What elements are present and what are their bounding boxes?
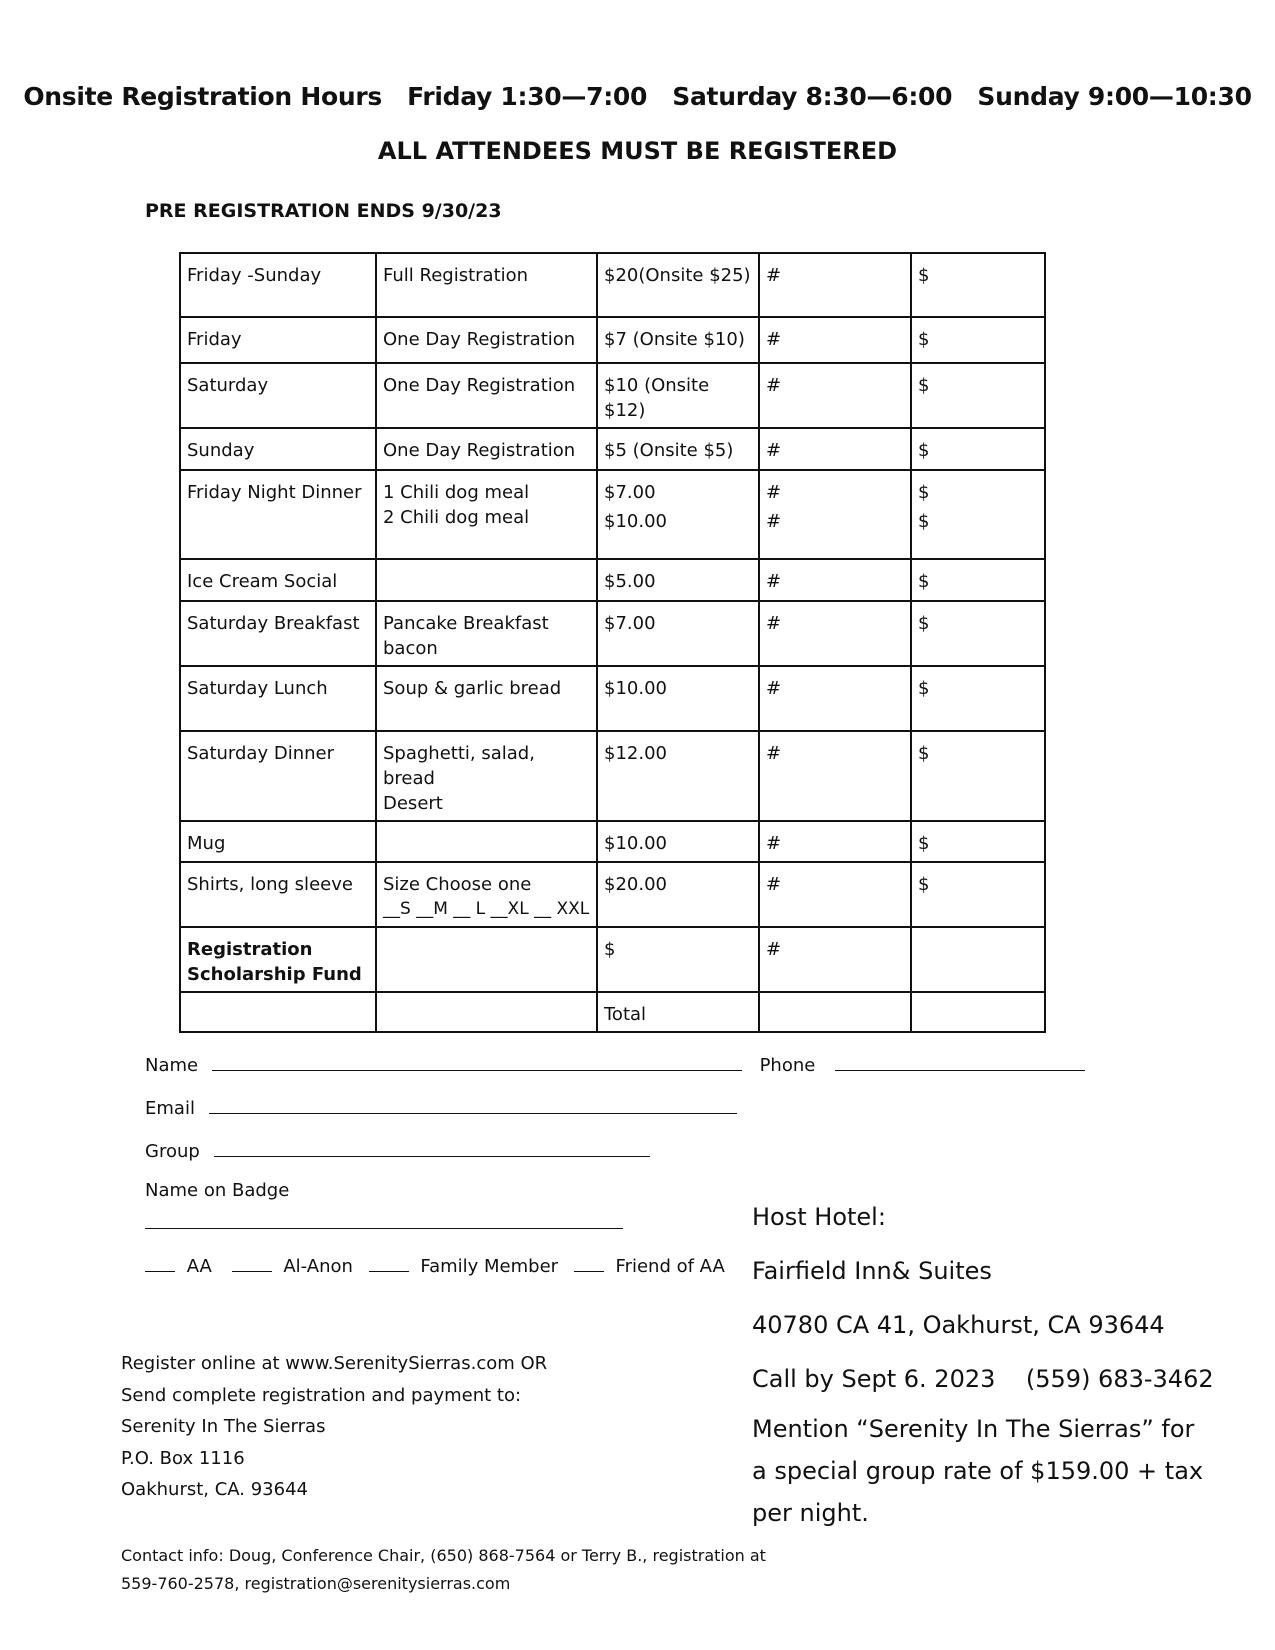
registration-table xyxy=(179,252,1046,1033)
price-cell[interactable]: $ xyxy=(597,927,759,992)
email-label: Email xyxy=(145,1098,195,1119)
registration-hours: Onsite Registration Hours Friday 1:30—7:00 Saturday 8:30—6:00 Sunday 9:00—10:30 xyxy=(23,82,1252,111)
email-row xyxy=(145,1095,737,1119)
mailing-info xyxy=(121,1348,547,1506)
description-cell xyxy=(376,731,597,821)
description-cell: One Day Registration xyxy=(376,428,597,470)
badge-name-field[interactable] xyxy=(145,1228,623,1229)
table-row xyxy=(180,992,1045,1032)
table-row xyxy=(180,559,1045,601)
amount-cell[interactable] xyxy=(911,470,1045,559)
description-cell: Soup & garlic bread xyxy=(376,666,597,731)
table-row xyxy=(180,731,1045,821)
amount-cell[interactable]: $ xyxy=(911,253,1045,317)
send-registration-text: Send complete registration and payment to: xyxy=(121,1384,522,1406)
item-cell: Friday -Sunday xyxy=(180,253,376,317)
price-cell: $20(Onsite $25) xyxy=(597,253,759,317)
shirt-size-options[interactable]: __S __M __ L __XL __ XXL xyxy=(383,899,590,919)
description-cell: Full Registration xyxy=(376,253,597,317)
amount-cell[interactable]: $ xyxy=(911,428,1045,470)
contact-info xyxy=(121,1542,766,1598)
amount-cell[interactable]: $ xyxy=(911,601,1045,666)
quantity-cell[interactable] xyxy=(759,470,911,559)
table-row xyxy=(180,363,1045,428)
price-cell: $5 (Onsite $5) xyxy=(597,428,759,470)
friend-checkbox[interactable] xyxy=(574,1253,604,1272)
group-field[interactable] xyxy=(214,1138,650,1157)
item-cell xyxy=(180,992,376,1032)
price-cell: $7 (Onsite $10) xyxy=(597,317,759,363)
quantity-cell[interactable]: # xyxy=(759,821,911,862)
preregistration-deadline: PRE REGISTRATION ENDS 9/30/23 xyxy=(145,200,502,222)
item-cell: Saturday xyxy=(180,363,376,428)
quantity-cell[interactable]: # xyxy=(759,428,911,470)
description-line: Desert xyxy=(383,793,443,814)
alanon-checkbox[interactable] xyxy=(232,1253,272,1272)
quantity-cell[interactable]: # xyxy=(759,862,911,927)
contact-line: Contact info: Doug, Conference Chair, (650) 868-7564 or Terry B., registration at xyxy=(121,1546,766,1565)
contact-line: 559-760-2578, registration@serenitysierras.com xyxy=(121,1574,511,1593)
description-line: Spaghetti, salad, bread xyxy=(383,743,535,789)
price-line: $10.00 xyxy=(604,511,667,532)
amount-cell[interactable]: $ xyxy=(911,862,1045,927)
item-cell: Saturday Lunch xyxy=(180,666,376,731)
name-row xyxy=(145,1052,1085,1076)
description-line: 1 Chili dog meal xyxy=(383,482,530,503)
amount-cell[interactable]: $ xyxy=(911,821,1045,862)
hotel-address: 40780 CA 41, Oakhurst, CA 93644 xyxy=(752,1311,1165,1339)
description-cell: One Day Registration xyxy=(376,363,597,428)
amount-cell[interactable]: $ xyxy=(911,559,1045,601)
quantity-cell[interactable]: # xyxy=(759,559,911,601)
phone-label: Phone xyxy=(759,1055,816,1076)
mail-city: Oakhurst, CA. 93644 xyxy=(121,1479,308,1500)
badge-label: Name on Badge xyxy=(145,1180,290,1201)
price-cell xyxy=(597,470,759,559)
description-line: bacon xyxy=(383,638,438,659)
price-cell: $7.00 xyxy=(597,601,759,666)
aa-label: AA xyxy=(186,1256,212,1277)
phone-field[interactable] xyxy=(835,1052,1085,1071)
item-cell: Shirts, long sleeve xyxy=(180,862,376,927)
item-cell: Friday Night Dinner xyxy=(180,470,376,559)
description-cell xyxy=(376,992,597,1032)
item-cell: Saturday Dinner xyxy=(180,731,376,821)
price-cell: $10.00 xyxy=(597,821,759,862)
alanon-label: Al-Anon xyxy=(283,1256,353,1277)
aa-checkbox[interactable] xyxy=(145,1253,175,1272)
table-row xyxy=(180,666,1045,731)
hotel-mention: a special group rate of $159.00 + tax xyxy=(752,1457,1204,1485)
friend-label: Friend of AA xyxy=(615,1256,725,1277)
amount-cell[interactable]: $ xyxy=(911,731,1045,821)
table-row xyxy=(180,317,1045,363)
price-cell: $10.00 xyxy=(597,666,759,731)
attendees-notice: ALL ATTENDEES MUST BE REGISTERED xyxy=(377,137,898,165)
family-member-checkbox[interactable] xyxy=(369,1253,409,1272)
price-cell: $5.00 xyxy=(597,559,759,601)
item-cell: Saturday Breakfast xyxy=(180,601,376,666)
item-cell: Sunday xyxy=(180,428,376,470)
description-cell xyxy=(376,862,597,927)
item-line: Scholarship Fund xyxy=(187,964,362,985)
hotel-name: Fairfield Inn& Suites xyxy=(752,1257,992,1285)
amount-cell[interactable]: $ xyxy=(911,363,1045,428)
price-cell: $12.00 xyxy=(597,731,759,821)
table-row xyxy=(180,927,1045,992)
description-cell xyxy=(376,927,597,992)
table-row xyxy=(180,862,1045,927)
amount-cell[interactable]: $ xyxy=(911,317,1045,363)
item-cell: Friday xyxy=(180,317,376,363)
description-line: 2 Chili dog meal xyxy=(383,507,530,528)
table-row xyxy=(180,601,1045,666)
table-row xyxy=(180,428,1045,470)
quantity-cell[interactable]: # xyxy=(759,601,911,666)
name-label: Name xyxy=(145,1055,199,1076)
table-row xyxy=(180,470,1045,559)
quantity-cell[interactable]: # xyxy=(759,363,911,428)
description-cell xyxy=(376,821,597,862)
price-cell: $10 (Onsite $12) xyxy=(597,363,759,428)
price-cell: $20.00 xyxy=(597,862,759,927)
hotel-mention: per night. xyxy=(752,1499,869,1527)
amount-cell[interactable]: $ xyxy=(911,666,1045,731)
quantity-cell[interactable]: # xyxy=(759,317,911,363)
quantity-cell[interactable]: # xyxy=(759,731,911,821)
price-line: $7.00 xyxy=(604,482,656,503)
quantity-cell[interactable]: # xyxy=(759,666,911,731)
email-field[interactable] xyxy=(209,1095,737,1114)
description-cell xyxy=(376,601,597,666)
mail-org-name: Serenity In The Sierras xyxy=(121,1416,326,1437)
item-cell: Mug xyxy=(180,821,376,862)
description-line: Size Choose one xyxy=(383,874,532,895)
description-cell xyxy=(376,470,597,559)
hotel-mention: Mention “Serenity In The Sierras” for xyxy=(752,1415,1195,1443)
description-cell xyxy=(376,559,597,601)
amount-line[interactable]: $ xyxy=(918,482,930,503)
mail-po-box: P.O. Box 1116 xyxy=(121,1447,245,1469)
group-row xyxy=(145,1138,650,1162)
amount-line[interactable]: $ xyxy=(918,511,930,532)
member-type-row xyxy=(145,1253,725,1277)
amount-cell[interactable] xyxy=(911,927,1045,992)
table-row xyxy=(180,821,1045,862)
quantity-line[interactable]: # xyxy=(766,482,782,503)
description-line: Pancake Breakfast xyxy=(383,613,549,634)
quantity-cell[interactable] xyxy=(759,992,911,1032)
table-row xyxy=(180,253,1045,317)
quantity-line[interactable]: # xyxy=(766,511,782,532)
register-online-text: Register online at www.SerenitySierras.com OR xyxy=(121,1353,548,1374)
total-label-cell: Total xyxy=(597,992,759,1032)
quantity-cell[interactable]: # xyxy=(759,253,911,317)
item-line: Registration xyxy=(187,939,313,960)
hotel-heading: Host Hotel: xyxy=(752,1203,886,1231)
host-hotel xyxy=(752,1190,1214,1534)
description-cell: One Day Registration xyxy=(376,317,597,363)
item-cell xyxy=(180,927,376,992)
hotel-call: Call by Sept 6. 2023 (559) 683-3462 xyxy=(752,1365,1214,1393)
quantity-cell[interactable]: # xyxy=(759,927,911,992)
total-amount-cell[interactable] xyxy=(911,992,1045,1032)
name-field[interactable] xyxy=(212,1052,742,1071)
family-member-label: Family Member xyxy=(420,1256,559,1277)
group-label: Group xyxy=(145,1141,200,1162)
item-cell: Ice Cream Social xyxy=(180,559,376,601)
